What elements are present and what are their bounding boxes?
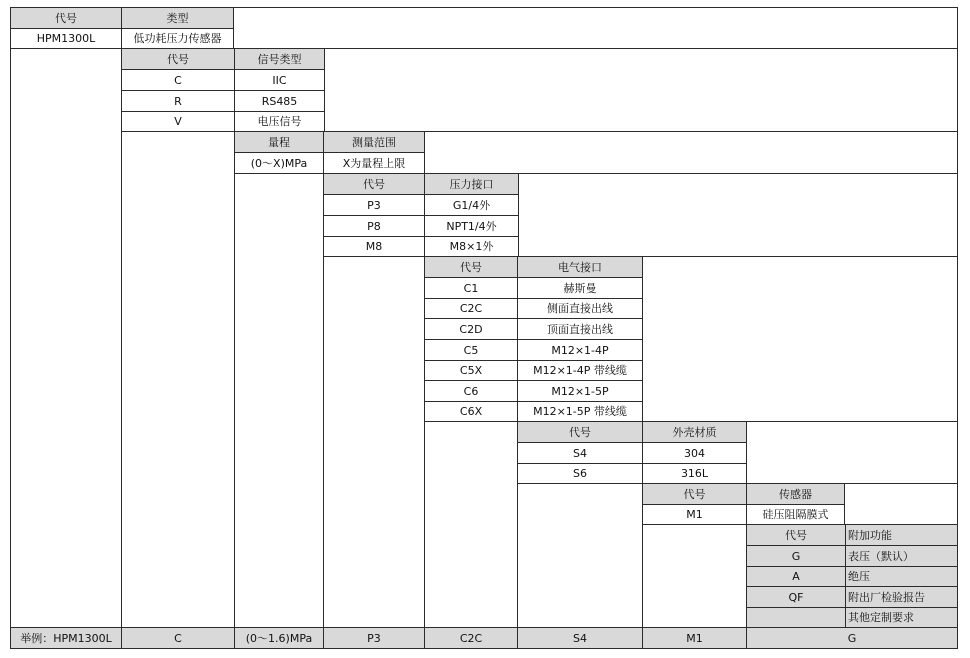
electrical-name: M12×1-5P 带线缆: [533, 405, 627, 418]
range-span-header: 量程: [268, 135, 290, 149]
port-name: G1/4外: [452, 198, 491, 212]
function-name-header: 附加功能: [848, 528, 892, 542]
signal-code: V: [174, 115, 182, 128]
model-type-header: 类型: [166, 11, 189, 25]
electrical-code: C5: [463, 343, 479, 357]
electrical-name: M12×1-5P: [551, 384, 609, 398]
housing-code: S6: [573, 467, 587, 480]
electrical-code: C6X: [459, 405, 483, 418]
sensor-code-header: 代号: [683, 487, 706, 501]
example-range: (0～1.6)MPa: [245, 631, 313, 645]
example-label: 举例：HPM1300L: [20, 631, 112, 645]
signal-code-header: 代号: [167, 52, 189, 66]
electrical-name-header: 电气接口: [558, 260, 602, 274]
signal-type: RS485: [261, 94, 298, 108]
electrical-name: 赫斯曼: [563, 281, 597, 295]
electrical-code: C2D: [459, 322, 483, 336]
function-code: G: [791, 549, 801, 563]
sensor-code: M1: [686, 508, 703, 521]
port-name: NPT1/4外: [446, 219, 497, 233]
function-code: QF: [788, 590, 804, 604]
housing-code-header: 代号: [569, 425, 591, 439]
range-span: (0～X)MPa: [250, 156, 308, 170]
range-measure: X为量程上限: [342, 156, 406, 170]
example-housing: S4: [573, 631, 587, 645]
model-code: HPM1300L: [36, 32, 96, 45]
sensor-name-header: 传感器: [779, 487, 812, 501]
signal-type: IIC: [272, 73, 287, 87]
housing-code: S4: [573, 446, 587, 460]
function-code: A: [792, 570, 800, 583]
port-code: M8: [365, 240, 383, 253]
electrical-code: C1: [463, 281, 479, 295]
electrical-name: M12×1-4P 带线缆: [533, 364, 627, 377]
function-name: 其他定制要求: [848, 611, 914, 624]
electrical-code-header: 代号: [460, 260, 482, 274]
electrical-code: C5X: [459, 364, 483, 377]
electrical-name: 顶面直接出线: [547, 322, 613, 336]
electrical-name: 侧面直接出线: [547, 302, 613, 315]
electrical-name: M12×1-4P: [551, 343, 609, 357]
port-name-header: 压力接口: [449, 177, 494, 191]
housing-name-header: 外壳材质: [672, 425, 717, 439]
function-name: 绝压: [848, 570, 870, 583]
example-signal: C: [174, 631, 182, 645]
product-selection-table: [10, 7, 958, 649]
example-electrical: C2C: [459, 631, 483, 645]
example-function: G: [847, 631, 857, 645]
model-code-header: 代号: [55, 11, 77, 25]
signal-code: R: [174, 94, 182, 108]
housing-name: 316L: [680, 467, 709, 480]
electrical-code: C6: [463, 384, 479, 398]
function-name: 附出厂检验报告: [848, 590, 925, 604]
example-sensor: M1: [686, 631, 703, 645]
signal-type: 电压信号: [257, 115, 302, 128]
port-code-header: 代号: [363, 177, 385, 191]
example-port: P3: [367, 631, 381, 645]
signal-type-header: 信号类型: [257, 52, 302, 66]
function-code: [747, 608, 845, 627]
electrical-code: C2C: [459, 302, 483, 315]
function-name: 表压（默认）: [848, 549, 914, 563]
model-type: 低功耗压力传感器: [133, 32, 222, 45]
port-name: M8×1外: [449, 240, 494, 253]
signal-code: C: [174, 73, 182, 87]
function-code-header: 代号: [785, 528, 807, 542]
sensor-name: 硅压阻隔膜式: [762, 508, 829, 521]
port-code: P3: [367, 198, 381, 212]
port-code: P8: [367, 219, 381, 233]
range-measure-header: 测量范围: [352, 135, 396, 149]
housing-name: 304: [684, 446, 705, 460]
